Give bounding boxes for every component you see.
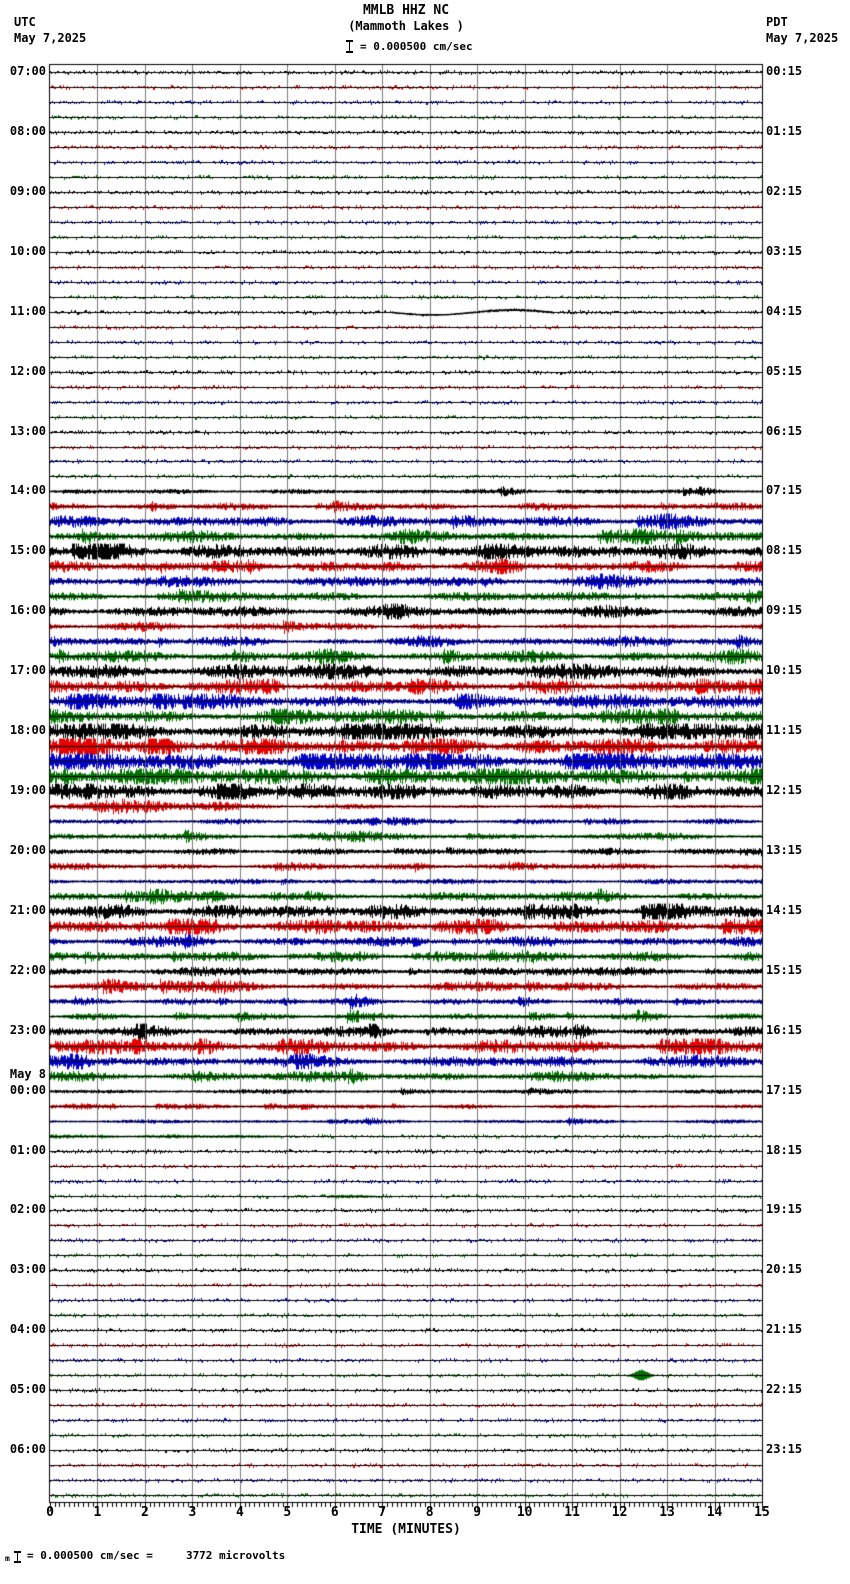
utc-hour-label: 22:00 (9, 962, 46, 977)
x-axis-tick-label: 7 (378, 1505, 387, 1520)
utc-hour-label: 00:00 (9, 1082, 46, 1097)
pdt-hour-label: 19:15 (766, 1202, 803, 1217)
station-subtitle: (Mammoth Lakes ) (348, 19, 464, 33)
utc-hour-label: 11:00 (9, 303, 46, 318)
pdt-hour-label: 05:15 (766, 363, 803, 378)
pdt-hour-label: 12:15 (766, 783, 803, 798)
utc-hour-label: 12:00 (9, 363, 46, 378)
pdt-hour-label: 14:15 (766, 902, 803, 917)
x-axis-tick-label: 10 (516, 1505, 533, 1520)
pdt-hour-label: 06:15 (766, 423, 803, 438)
scale-label: = 0.000500 cm/sec (360, 40, 473, 53)
day-change-label: May 8 (9, 1066, 46, 1081)
pdt-hour-label: 03:15 (766, 243, 803, 258)
x-axis-tick-label: 8 (425, 1505, 434, 1520)
station-title: MMLB HHZ NC (362, 3, 450, 18)
utc-hour-label: 13:00 (9, 423, 46, 438)
pdt-hour-label: 04:15 (766, 303, 803, 318)
pdt-hour-label: 11:15 (766, 723, 803, 738)
pdt-hour-label: 02:15 (766, 183, 803, 198)
pdt-hour-label: 23:15 (766, 1442, 803, 1457)
x-axis-tick-label: 2 (141, 1505, 149, 1520)
x-axis-tick-label: 12 (611, 1505, 628, 1520)
x-axis-tick-label: 0 (46, 1505, 54, 1520)
utc-hour-label: 18:00 (9, 723, 46, 738)
utc-hour-label: 08:00 (9, 123, 46, 138)
footer-prefix: m (5, 1554, 10, 1563)
x-axis-tick-label: 15 (754, 1505, 770, 1520)
utc-hour-label: 01:00 (9, 1142, 46, 1157)
x-axis-tick-label: 14 (706, 1505, 723, 1520)
pdt-hour-label: 21:15 (766, 1322, 803, 1337)
utc-hour-label: 16:00 (9, 603, 46, 618)
pdt-hour-label: 22:15 (766, 1382, 803, 1397)
x-axis-tick-label: 13 (659, 1505, 675, 1520)
x-axis-title: TIME (MINUTES) (351, 1522, 461, 1537)
utc-hour-label: 04:00 (9, 1322, 46, 1337)
utc-hour-label: 07:00 (9, 64, 46, 78)
x-axis-tick-label: 5 (283, 1505, 292, 1520)
utc-hour-label: 14:00 (9, 483, 46, 498)
utc-date-label: May 7,2025 (14, 31, 87, 45)
scale-bar-icon (346, 40, 353, 53)
pdt-hour-label: 00:15 (766, 64, 803, 78)
x-axis-tick-label: 6 (330, 1505, 339, 1520)
x-axis-tick-label: 11 (564, 1505, 580, 1520)
utc-hour-label: 02:00 (9, 1202, 46, 1217)
pdt-timezone-label: PDT (766, 15, 788, 29)
utc-hour-label: 23:00 (9, 1022, 46, 1037)
utc-hour-label: 17:00 (9, 663, 46, 678)
utc-hour-label: 15:00 (9, 543, 46, 558)
utc-timezone-label: UTC (14, 15, 36, 29)
pdt-hour-label: 01:15 (766, 123, 803, 138)
utc-hour-label: 05:00 (9, 1382, 46, 1397)
pdt-hour-label: 07:15 (766, 483, 803, 498)
utc-hour-label: 10:00 (9, 243, 46, 258)
pdt-hour-label: 16:15 (766, 1022, 803, 1037)
pdt-hour-label: 17:15 (766, 1082, 803, 1097)
utc-hour-label: 03:00 (9, 1262, 46, 1277)
utc-hour-label: 06:00 (9, 1442, 46, 1457)
footer-scale-bar-icon (14, 1551, 21, 1563)
x-axis-tick-label: 4 (235, 1505, 244, 1520)
footer-scale-text: = 0.000500 cm/sec = 3772 microvolts (27, 1549, 286, 1562)
pdt-hour-label: 13:15 (766, 842, 803, 857)
utc-hour-label: 21:00 (9, 902, 46, 917)
pdt-hour-label: 20:15 (766, 1262, 803, 1277)
utc-hour-label: 20:00 (9, 842, 46, 857)
x-axis-tick-label: 1 (93, 1505, 102, 1520)
utc-hour-label: 19:00 (9, 783, 46, 798)
x-axis-tick-label: 9 (473, 1505, 482, 1520)
pdt-hour-label: 10:15 (766, 663, 803, 678)
pdt-hour-label: 18:15 (766, 1142, 803, 1157)
pdt-date-label: May 7,2025 (766, 31, 839, 45)
pdt-hour-label: 08:15 (766, 543, 803, 558)
utc-hour-label: 09:00 (9, 183, 46, 198)
pdt-hour-label: 09:15 (766, 603, 803, 618)
pdt-hour-label: 15:15 (766, 962, 803, 977)
x-axis-tick-label: 3 (188, 1505, 197, 1520)
